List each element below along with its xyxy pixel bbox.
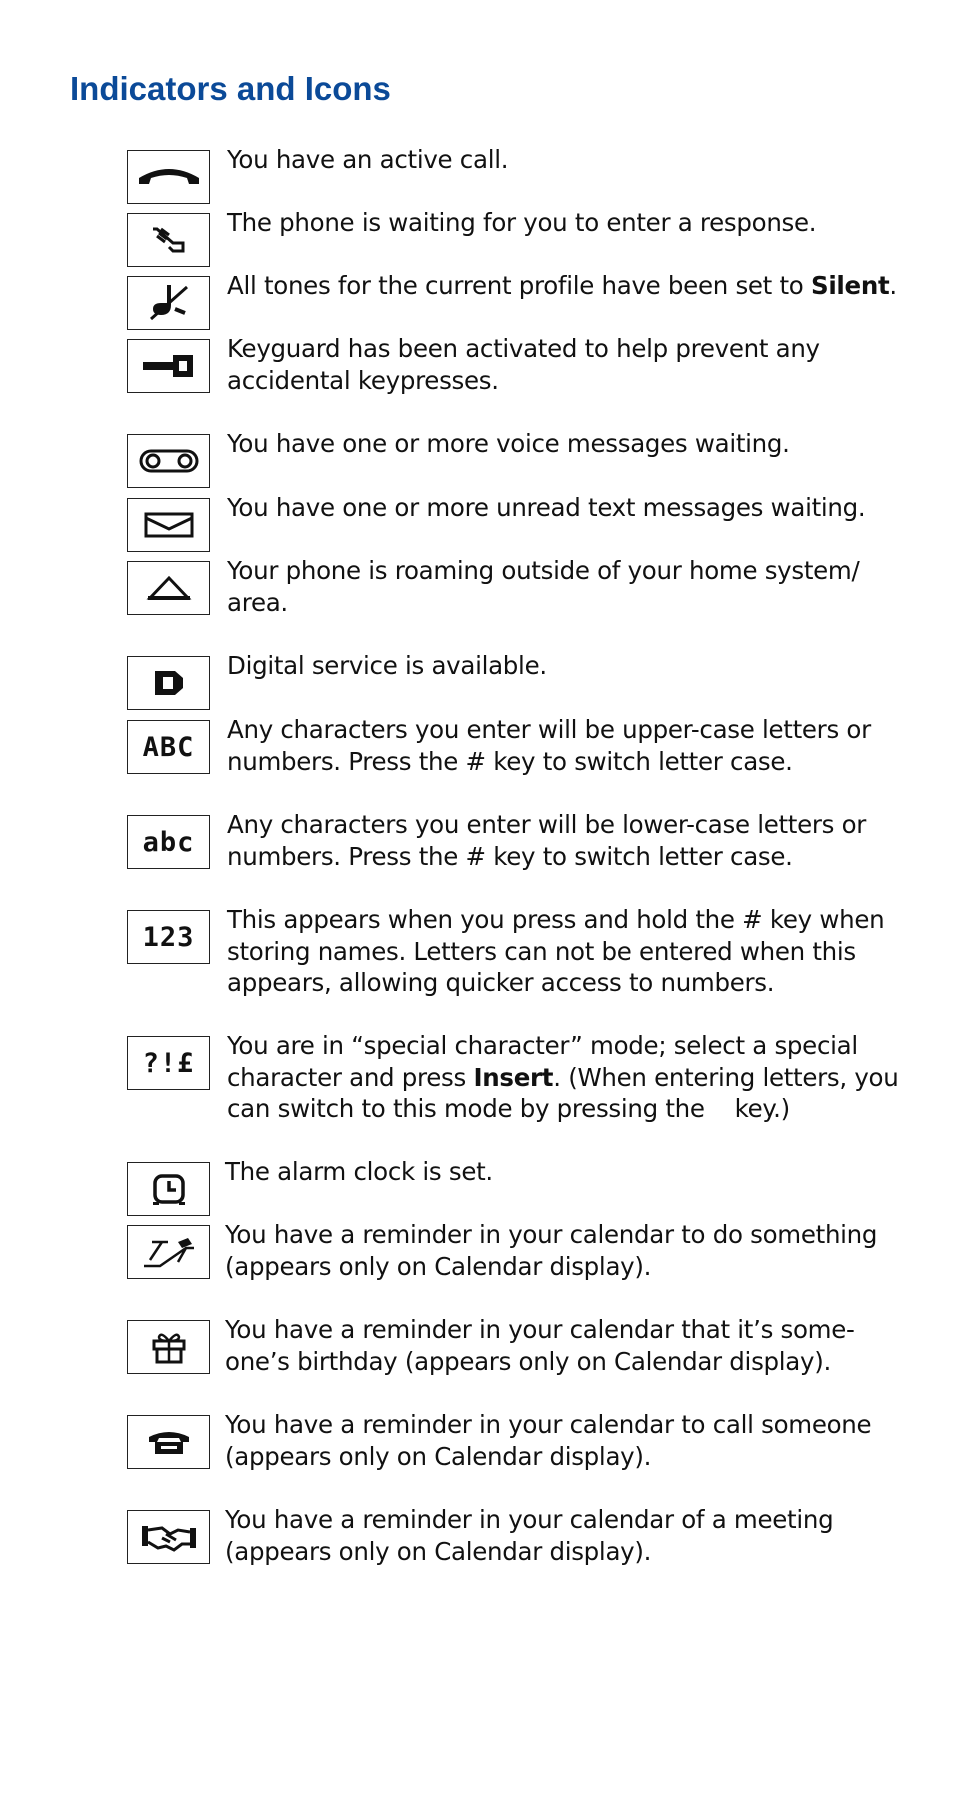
text-segment: . <box>889 271 897 300</box>
text-line: can switch to this mode by pressing the key.) <box>227 1094 790 1123</box>
response-pen-icon <box>127 213 210 267</box>
text-line: You are in “special character” mode; select a special <box>227 1031 858 1060</box>
indicator-description: You have one or more unread text messages waiting. <box>227 493 866 522</box>
indicator-description <box>227 904 885 999</box>
indicator-description <box>225 1314 875 1377</box>
keyguard-key-icon <box>127 339 210 393</box>
text-line: This appears when you press and hold the # key when <box>227 905 885 934</box>
text-segment: . (When entering letters, you <box>553 1062 899 1092</box>
text-segment: All tones for the current profile have been set to <box>227 271 811 300</box>
roaming-triangle-icon <box>127 561 210 615</box>
icon-label: ABC <box>142 731 195 763</box>
text-line: Keyguard has been activated to help prevent any <box>227 334 820 363</box>
icon-label: 123 <box>142 921 195 953</box>
silent-keyword: Silent <box>810 271 890 300</box>
special-character-icon <box>127 1036 210 1090</box>
indicator-description <box>225 1219 878 1282</box>
numeric-123-icon <box>127 910 210 964</box>
meeting-handshake-icon <box>127 1510 210 1564</box>
indicator-description <box>225 1504 875 1567</box>
icon-label: abc <box>142 826 195 858</box>
indicator-description <box>227 809 877 872</box>
indicator-description <box>225 1409 875 1472</box>
text-line: You have a reminder in your calendar of a meeting <box>225 1505 834 1534</box>
indicator-description: You have an active call. <box>227 145 509 174</box>
alarm-clock-icon <box>127 1162 210 1216</box>
indicator-description <box>227 714 877 777</box>
text-line: Any characters you enter will be lower-case letters or <box>227 810 867 839</box>
page-title: Indicators and Icons <box>70 70 391 107</box>
indicator-description <box>227 270 897 302</box>
text-line: numbers. Press the # key to switch letter case. <box>227 841 793 871</box>
text-line: accidental keypresses. <box>227 365 499 395</box>
call-phone-icon <box>127 1415 210 1469</box>
envelope-icon <box>127 498 210 552</box>
uppercase-abc-icon <box>127 720 210 774</box>
icon-label: ?!£ <box>142 1047 195 1079</box>
text-line: You have a reminder in your calendar to call someone <box>225 1410 872 1439</box>
text-line: one’s birthday (appears only on Calendar display). <box>225 1346 831 1376</box>
indicator-description: Digital service is available. <box>227 651 547 680</box>
silent-icon <box>127 276 210 330</box>
active-call-icon <box>127 150 210 204</box>
text-segment: character and press <box>227 1062 474 1092</box>
insert-keyword: Insert <box>473 1062 554 1092</box>
text-line: Any characters you enter will be upper-case letters or <box>227 715 871 744</box>
text-line: (appears only on Calendar display). <box>225 1536 652 1566</box>
text-line: (appears only on Calendar display). <box>225 1441 652 1471</box>
text-line: Your phone is roaming outside of your home system/ <box>227 556 860 585</box>
indicator-description: The phone is waiting for you to enter a response. <box>227 208 817 237</box>
indicator-description: You have one or more voice messages waiting. <box>227 429 790 458</box>
text-line: (appears only on Calendar display). <box>225 1251 652 1281</box>
text-line: storing names. Letters can not be entered when this <box>227 936 856 966</box>
voicemail-icon <box>127 434 210 488</box>
indicator-description <box>227 1030 899 1125</box>
indicator-description: The alarm clock is set. <box>225 1157 493 1186</box>
digital-d-icon <box>127 656 210 710</box>
text-line: appears, allowing quicker access to numbers. <box>227 968 775 997</box>
lowercase-abc-icon <box>127 815 210 869</box>
text-line: You have a reminder in your calendar to do something <box>225 1220 878 1249</box>
text-line: numbers. Press the # key to switch letter case. <box>227 746 793 776</box>
birthday-gift-icon <box>127 1320 210 1374</box>
text-line: area. <box>227 587 288 617</box>
text-line: You have a reminder in your calendar that it’s some- <box>225 1315 855 1344</box>
indicator-description <box>227 555 877 618</box>
indicator-description <box>227 333 877 396</box>
memo-pen-icon <box>127 1225 210 1279</box>
